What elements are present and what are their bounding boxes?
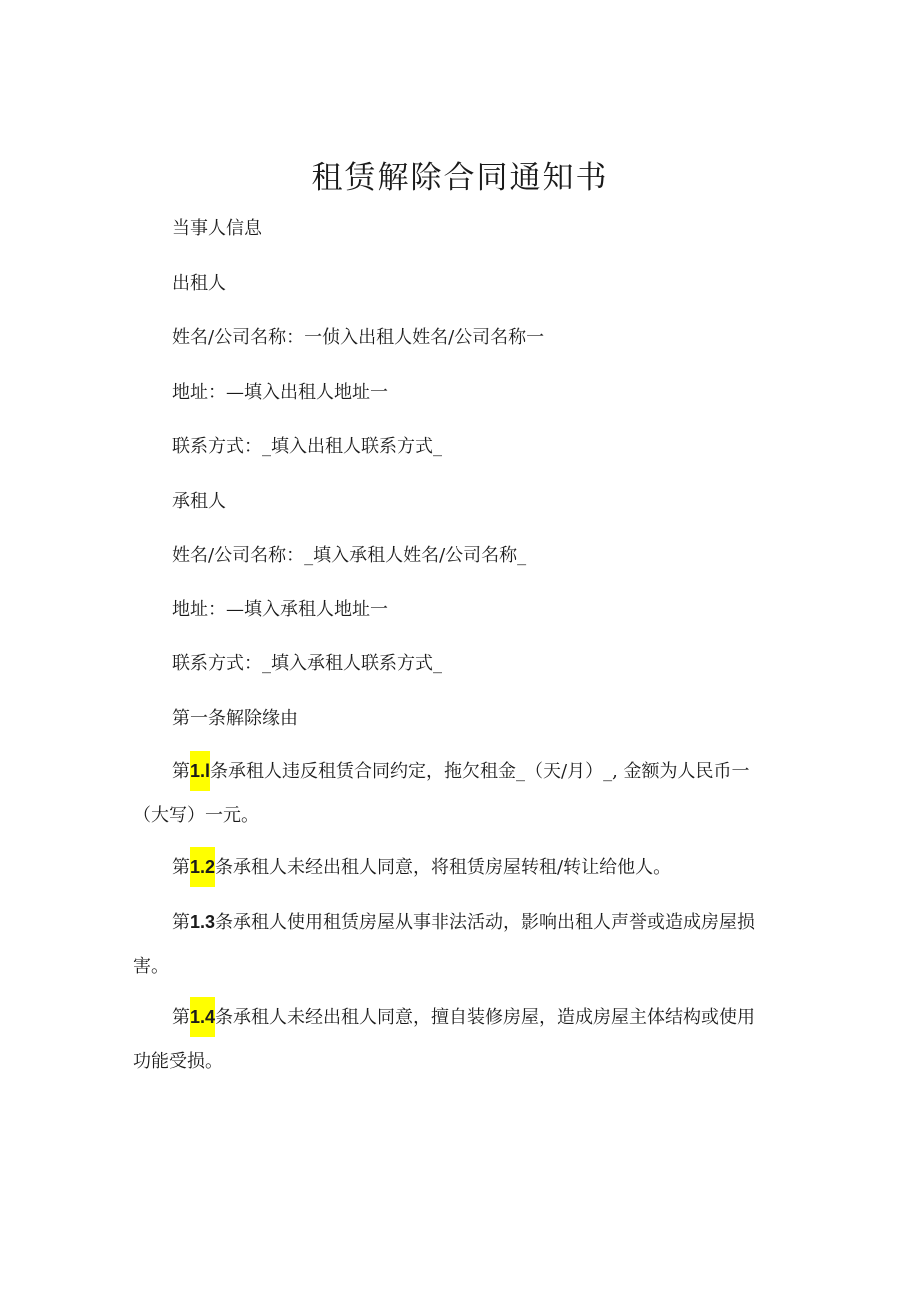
article1-heading: 第一条解除缘由	[172, 708, 298, 729]
clause-1-3	[133, 900, 783, 989]
clause-text: 条承租人违反租赁合同约定，拖欠租金_（天/月）_, 金额为人民币一	[210, 761, 750, 782]
clause-1-1	[133, 750, 783, 838]
lessee-address-line: 地址：—填入承租人地址一	[172, 599, 388, 620]
clause-prefix: 第	[172, 912, 190, 933]
clause-prefix: 第	[172, 857, 190, 878]
document-title: 租赁解除合同通知书	[311, 160, 609, 196]
clause-1-1-line1	[133, 750, 783, 794]
clause-prefix: 第	[172, 761, 190, 782]
clause-prefix: 第	[172, 1007, 190, 1028]
clause-1-3-line1	[133, 900, 783, 945]
lessee-contact-line: 联系方式：_填入承租人联系方式_	[172, 653, 442, 674]
clause-1-2-line1	[133, 846, 783, 890]
lessee-heading: 承租人	[172, 491, 226, 512]
clause-text: 条承租人使用租赁房屋从事非法活动，影响出租人声誉或造成房屋损	[215, 912, 756, 933]
clause-1-4-line2: 功能受损。	[133, 1051, 223, 1072]
lessee-name-line: 姓名/公司名称：_填入承租人姓名/公司名称_	[172, 545, 527, 566]
clause-1-3-line2: 害。	[133, 956, 169, 977]
clause-1-1-line2: （大写）一元。	[133, 805, 259, 826]
lessor-heading: 出租人	[172, 273, 226, 294]
clause-text: 条承租人未经出租人同意，将租赁房屋转租/转让给他人。	[215, 857, 672, 878]
clause-number-highlighted: 1.2	[190, 847, 215, 887]
clause-text: 条承租人未经出租人同意，擅自装修房屋，造成房屋主体结构或使用	[215, 1007, 756, 1028]
lessor-name-line: 姓名/公司名称：一侦入出租人姓名/公司名称一	[172, 327, 545, 348]
lessor-contact-line: 联系方式：_填入出租人联系方式_	[172, 436, 442, 457]
clause-1-4-line1	[133, 996, 783, 1040]
clause-number-highlighted: 1.l	[190, 751, 210, 791]
clause-1-4	[133, 996, 783, 1084]
clause-number: 1.3	[190, 912, 216, 932]
lessor-address-line: 地址：—填入出租人地址一	[172, 382, 388, 403]
clause-1-2	[133, 846, 783, 890]
clause-number-highlighted: 1.4	[190, 997, 215, 1037]
party-info-heading: 当事人信息	[172, 218, 262, 239]
